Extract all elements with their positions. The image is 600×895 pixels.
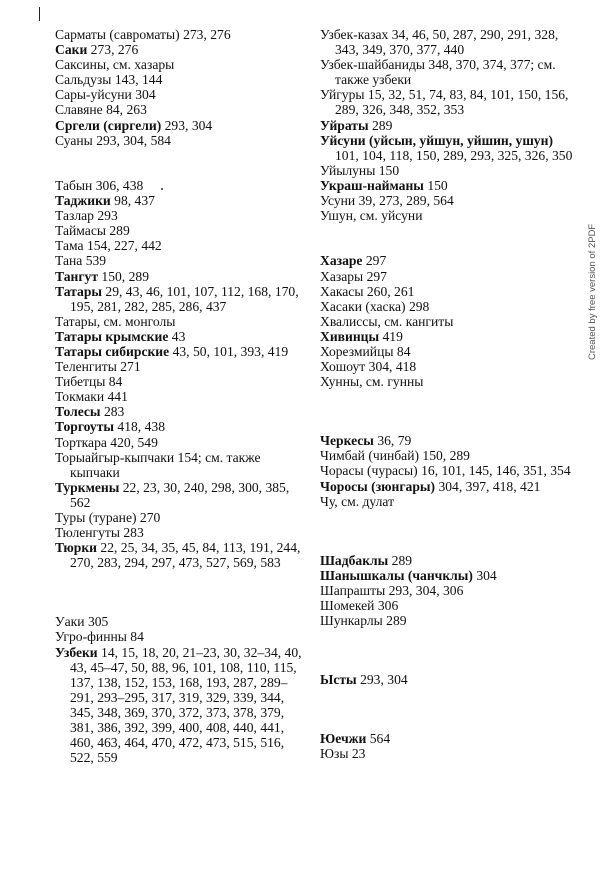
entry-page-refs: 101, 104, 118, 150, 289, 293, 325, 326, 350 (335, 147, 573, 163)
index-entry (55, 404, 307, 419)
index-entry (55, 102, 307, 117)
entry-term: Хасаки (хаска) (320, 298, 406, 314)
section-gap (55, 148, 307, 178)
entry-term: Торыайгыр-кыпчаки (55, 449, 175, 465)
entry-page-refs: 36, 79 (373, 433, 412, 449)
entry-term: Уйгуры (320, 87, 365, 103)
entry-page-refs: 150 (375, 162, 400, 178)
entry-term: Хивинцы (320, 328, 380, 344)
entry-term: Шадбаклы (320, 552, 389, 568)
index-entry (320, 746, 576, 761)
entry-page-refs: 293, 304 (161, 117, 213, 133)
corner-mark (39, 7, 40, 21)
entry-term: Татары крымские (55, 328, 169, 344)
index-entry (55, 284, 307, 314)
entry-term: Теленгиты (55, 359, 117, 375)
index-entry (55, 374, 307, 389)
entry-term: Сргели (сиргели) (55, 117, 162, 133)
index-entry (320, 314, 576, 329)
entry-page-refs: 143, 144 (111, 72, 163, 88)
entry-page-refs: 283 (119, 525, 144, 541)
index-entry (55, 359, 307, 374)
index-entry (55, 645, 307, 766)
index-entry (55, 253, 307, 268)
entry-term: Тазлар (55, 208, 94, 224)
entry-page-refs: 84 (126, 629, 144, 645)
index-entry (55, 540, 307, 570)
index-entry (55, 118, 307, 133)
index-entry (55, 133, 307, 148)
index-entry (320, 133, 576, 163)
index-entry (320, 553, 576, 568)
entry-term: Юечжи (320, 731, 367, 747)
entry-term: Узбек-казах (320, 27, 389, 42)
entry-page-refs: 16, 101, 145, 146, 351, 354 (417, 463, 571, 479)
entry-page-refs: 564 (366, 731, 391, 747)
entry-term: Токмаки (55, 389, 105, 405)
index-entry (320, 118, 576, 133)
entry-term: Татары, см. монголы (55, 313, 176, 329)
index-entry (55, 178, 307, 193)
entry-term: Хакасы (320, 283, 364, 299)
index-entry (55, 344, 307, 359)
entry-term: Чимбай (чинбай) (320, 448, 419, 464)
entry-term: Торгоуты (55, 419, 115, 435)
index-entry (320, 284, 576, 299)
entry-page-refs: 293, 304, 306 (385, 582, 464, 598)
entry-term: Чоросы (зюнгары) (320, 478, 436, 494)
index-entry (320, 568, 576, 583)
entry-page-refs: 305 (84, 614, 109, 630)
entry-term: Уйсуни (уйсын, уйшун, уйшин, ушун) (320, 132, 553, 148)
index-entry (55, 42, 307, 57)
entry-term: Сарматы (савроматы) (55, 27, 180, 42)
index-column-left (55, 27, 307, 765)
index-entry (55, 435, 307, 450)
entry-page-refs: 289 (105, 223, 130, 239)
entry-page-refs: 15, 32, 51, 74, 83, 84, 101, 150, 156, 289, 326, 348, 352, 353 (335, 87, 569, 118)
entry-page-refs: 14, 15, 18, 20, 21–23, 30, 32–34, 40, 43, 45–47, 50, 88, 96, 101, 108, 110, 115, 137, 138, 152, 153, 168, 193, 287, 289–291, 293–295, 317, 319, 329, 339, 344, 345, 348, 369, 370, 372, 373, 378, 379, 381, 386, 392, 399, 400, 408, 440, 441, 460, 463, 464, 470, 472, 473, 515, 516, 522, 559 (70, 644, 302, 766)
entry-page-refs: 289 (388, 552, 413, 568)
entry-term: Усуни (320, 193, 356, 209)
entry-term: Угро-финны (55, 629, 127, 645)
entry-term: Тибетцы (55, 374, 106, 390)
index-entry (320, 494, 576, 509)
entry-term: Уйылуны (320, 162, 376, 178)
entry-term: Сальдузы (55, 72, 112, 88)
index-entry (320, 598, 576, 613)
index-column-right (320, 27, 576, 761)
entry-page-refs: 283 (100, 404, 125, 420)
index-entry (55, 208, 307, 223)
entry-page-refs: 420, 549 (106, 434, 158, 450)
entry-page-refs: 22, 23, 30, 240, 298, 300, 385, 562 (70, 479, 290, 510)
entry-page-refs: 260, 261 (363, 283, 415, 299)
entry-term: Толесы (55, 404, 101, 420)
index-entry (320, 57, 576, 87)
entry-term: Тюрки (55, 540, 98, 556)
section-gap (320, 687, 576, 731)
index-entry (320, 583, 576, 598)
index-entry (320, 27, 576, 57)
index-entry (320, 253, 576, 268)
entry-term: Шапрашты (320, 582, 386, 598)
entry-page-refs: 298 (405, 298, 430, 314)
entry-term: Татары сибирские (55, 343, 170, 359)
entry-page-refs: 297 (362, 253, 387, 269)
index-entry (320, 731, 576, 746)
index-entry (320, 672, 576, 687)
entry-page-refs: 293, 304, 584 (92, 132, 171, 148)
index-entry (320, 448, 576, 463)
entry-term: Татары (55, 283, 102, 299)
entry-term: Тама (55, 238, 84, 254)
entry-page-refs: 293, 304 (356, 672, 408, 688)
index-entry (55, 193, 307, 208)
entry-term: Шанышкалы (чанчклы) (320, 567, 473, 583)
entry-page-refs: 34, 46, 50, 287, 290, 291, 328, 343, 349, 370, 377, 440 (335, 27, 559, 58)
entry-term: Ысты (320, 672, 357, 688)
entry-term: Украш-найманы (320, 177, 424, 193)
index-entry (320, 269, 576, 284)
entry-page-refs: 43 (168, 328, 186, 344)
index-entry (320, 87, 576, 117)
index-entry (320, 208, 576, 223)
index-entry (320, 329, 576, 344)
section-gap (320, 628, 576, 672)
index-entry (320, 299, 576, 314)
entry-page-refs: 289 (382, 613, 407, 629)
index-entry (320, 433, 576, 448)
index-entry (55, 329, 307, 344)
entry-term: Сары-уйсуни (55, 87, 132, 103)
index-entry (320, 359, 576, 374)
entry-page-refs: 273, 276 (179, 27, 231, 42)
entry-page-refs: 304 (472, 567, 497, 583)
index-entry (55, 510, 307, 525)
entry-page-refs: 419 (379, 328, 403, 344)
entry-term: Тюленгуты (55, 525, 120, 541)
entry-term: Тангут (55, 268, 99, 284)
entry-term: Саки (55, 42, 88, 58)
index-entry (55, 629, 307, 644)
entry-page-refs: 150, 289 (419, 448, 470, 464)
entry-page-refs: 306, 438 (92, 177, 144, 193)
index-entry (320, 479, 576, 494)
index-entry (55, 57, 307, 72)
entry-term: Уаки (55, 614, 85, 630)
index-entry (55, 480, 307, 510)
index-entry (55, 314, 307, 329)
entry-page-refs: 273, 276 (87, 42, 139, 58)
entry-term: Хазаре (320, 253, 363, 269)
index-entry (55, 450, 307, 480)
entry-page-refs: 270 (136, 510, 161, 525)
entry-page-refs: 348, 370, 374, 377; см. также узбеки (335, 57, 556, 88)
entry-term: Ушун, см. уйсуни (320, 208, 423, 224)
entry-page-refs: 154; см. также кыпчаки (70, 449, 261, 480)
entry-term: Чу, см. дулат (320, 493, 395, 509)
index-entry (55, 269, 307, 284)
entry-page-refs: 39, 273, 289, 564 (355, 193, 454, 209)
index-entry (320, 463, 576, 478)
entry-term: Шункарлы (320, 613, 383, 629)
entry-page-refs: 297 (363, 268, 387, 284)
entry-term: Узбек-шайбаниды (320, 57, 426, 73)
entry-term: Торткара (55, 434, 107, 450)
index-entry (320, 163, 576, 178)
entry-term: Шомекей (320, 598, 375, 613)
entry-term: Хошоут (320, 359, 366, 375)
index-entry (320, 374, 576, 389)
entry-term: Саксины, см. хазары (55, 57, 175, 73)
index-entry (320, 613, 576, 628)
entry-term: Табын (55, 177, 93, 193)
section-gap (320, 389, 576, 433)
entry-page-refs: 539 (82, 253, 107, 269)
entry-term: Туркмены (55, 479, 120, 495)
section-gap (320, 509, 576, 553)
entry-page-refs: 304 (131, 87, 156, 103)
entry-page-refs: 84, 263 (102, 102, 147, 118)
entry-term: Узбеки (55, 644, 98, 660)
entry-term: Хунны, см. гунны (320, 374, 424, 390)
entry-page-refs: 289 (368, 117, 393, 133)
index-entry (55, 238, 307, 253)
entry-term: Черкесы (320, 433, 374, 449)
index-entry (55, 525, 307, 540)
index-entry (55, 87, 307, 102)
entry-term: Тана (55, 253, 83, 269)
entry-page-refs: 304, 418 (365, 359, 417, 375)
section-gap (55, 570, 307, 614)
index-entry (55, 614, 307, 629)
entry-term: Славяне (55, 102, 103, 118)
section-gap (320, 223, 576, 253)
entry-page-refs: 293 (93, 208, 118, 224)
entry-page-refs: 150, 289 (98, 268, 149, 284)
entry-term: Хвалиссы, см. кангиты (320, 313, 454, 329)
entry-term: Суаны (55, 132, 93, 148)
index-entry (55, 27, 307, 42)
entry-term: Хазары (320, 268, 364, 284)
entry-page-refs: 304, 397, 418, 421 (435, 478, 541, 494)
entry-page-refs: 29, 43, 46, 101, 107, 112, 168, 170, 195, 281, 282, 285, 286, 437 (70, 283, 299, 314)
index-entry (55, 223, 307, 238)
entry-page-refs: 306 (374, 598, 399, 613)
entry-page-refs: 150 (423, 177, 448, 193)
entry-page-refs: 84 (393, 343, 411, 359)
entry-page-refs: 98, 437 (110, 193, 155, 209)
entry-page-refs: 22, 25, 34, 35, 45, 84, 113, 191, 244, 270, 283, 294, 297, 473, 527, 569, 583 (70, 540, 301, 571)
index-entry (55, 419, 307, 434)
entry-term: Таймасы (55, 223, 106, 239)
entry-term: Уйраты (320, 117, 369, 133)
index-entry (320, 344, 576, 359)
entry-page-refs: 271 (116, 359, 141, 375)
index-entry (320, 193, 576, 208)
index-entry (55, 389, 307, 404)
entry-term: Таджики (55, 193, 111, 209)
entry-page-refs: 23 (348, 746, 366, 762)
watermark: Created by free version of 2PDF (587, 223, 598, 360)
entry-page-refs: 154, 227, 442 (83, 238, 162, 254)
entry-term: Юзы (320, 746, 349, 762)
entry-term: Туры (туране) (55, 510, 137, 525)
entry-page-refs: 441 (104, 389, 128, 405)
entry-page-refs: 418, 438 (114, 419, 165, 435)
entry-page-refs: 43, 50, 101, 393, 419 (169, 343, 289, 359)
entry-page-refs: 84 (105, 374, 123, 390)
entry-term: Хорезмийцы (320, 343, 394, 359)
index-entry (320, 178, 576, 193)
entry-term: Чорасы (чурасы) (320, 463, 418, 479)
index-entry (55, 72, 307, 87)
